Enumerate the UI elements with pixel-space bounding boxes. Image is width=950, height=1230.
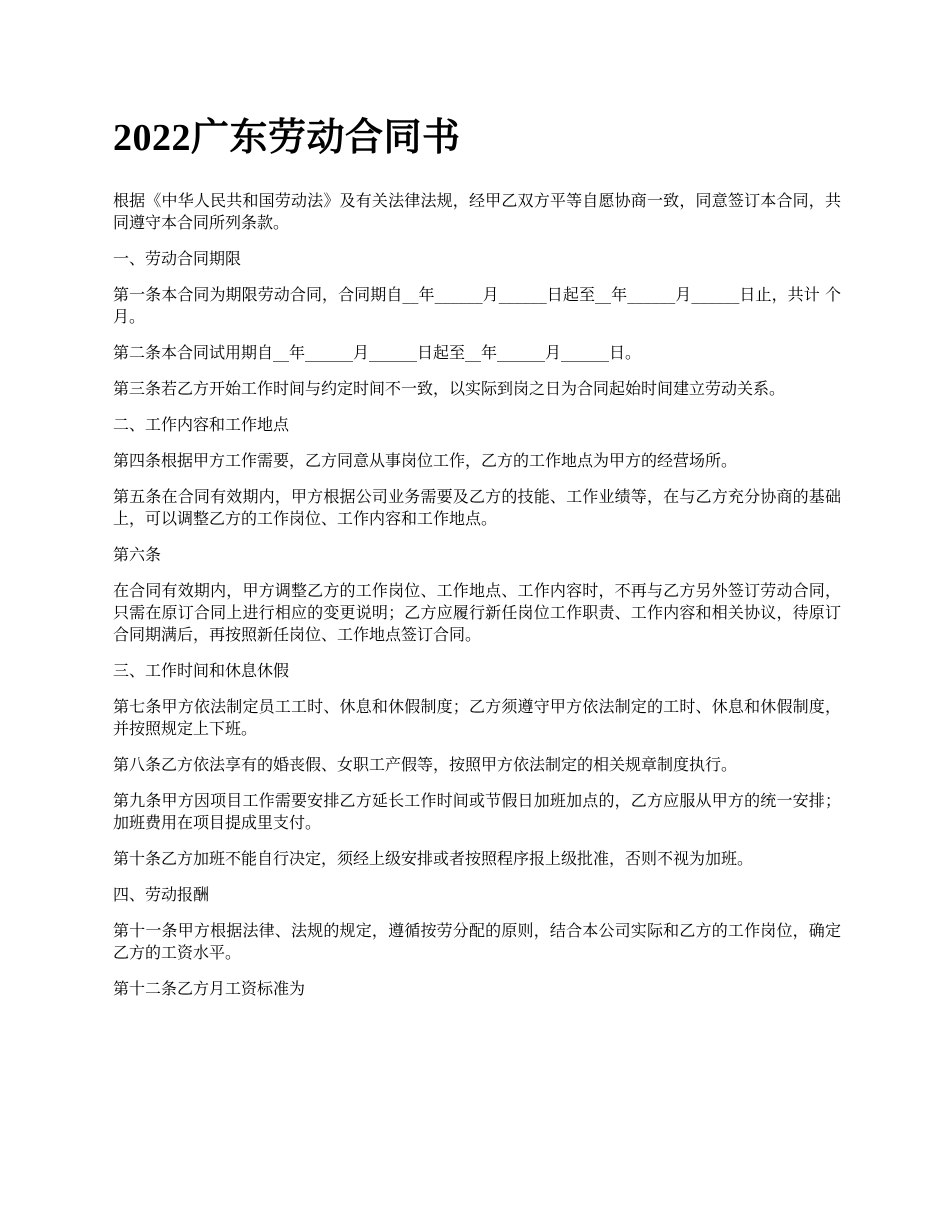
- article-10: 第十条乙方加班不能自行决定，须经上级安排或者按照程序报上级批准，否则不视为加班。: [113, 849, 754, 868]
- article-6-body: 在合同有效期内，甲方调整乙方的工作岗位、工作地点、工作内容时，不再与乙方另外签订劳动合同，只需在原订合同上进行相应的变更说明；乙方应履行新任岗位工作职责、工作内容和相关协议，待原订合同期满后，再按照新任岗位、工作地点签订合同。: [113, 581, 841, 644]
- article-4: 第四条根据甲方工作需要，乙方同意从事岗位工作，乙方的工作地点为甲方的经营场所。: [113, 451, 738, 470]
- article-7: 第七条甲方依法制定员工工时、休息和休假制度；乙方须遵守甲方依法制定的工时、休息和休假制度，并按照规定上下班。: [113, 697, 841, 738]
- article-6-heading: 第六条: [113, 545, 162, 564]
- article-1: 第一条本合同为期限劳动合同，合同期自__年______月______日起至__年______月______日止，共计 个月。: [113, 285, 841, 326]
- article-3: 第三条若乙方开始工作时间与约定时间不一致，以实际到岗之日为合同起始时间建立劳动关系。: [113, 379, 786, 398]
- document-page: [113, 112, 841, 1014]
- article-12: 第十二条乙方月工资标准为: [113, 979, 306, 998]
- article-9: 第九条甲方因项目工作需要安排乙方延长工作时间或节假日加班加点的，乙方应服从甲方的统一安排；加班费用在项目提成里支付。: [113, 791, 841, 832]
- section-heading-work-hours: 三、工作时间和休息休假: [113, 661, 290, 680]
- paragraph-intro: 根据《中华人民共和国劳动法》及有关法律法规，经甲乙双方平等自愿协商一致，同意签订本合同，共同遵守本合同所列条款。: [113, 191, 841, 232]
- section-heading-work-content: 二、工作内容和工作地点: [113, 415, 290, 434]
- article-8: 第八条乙方依法享有的婚丧假、女职工产假等，按照甲方依法制定的相关规章制度执行。: [113, 755, 738, 774]
- document-title: 2022广东劳动合同书: [113, 117, 461, 159]
- article-5: 第五条在合同有效期内，甲方根据公司业务需要及乙方的技能、工作业绩等，在与乙方充分协商的基础上，可以调整乙方的工作岗位、工作内容和工作地点。: [113, 487, 841, 528]
- section-heading-contract-term: 一、劳动合同期限: [113, 249, 242, 268]
- article-2: 第二条本合同试用期自__年______月______日起至__年______月______日。: [113, 343, 642, 362]
- section-heading-remuneration: 四、劳动报酬: [113, 885, 210, 904]
- article-11: 第十一条甲方根据法律、法规的规定，遵循按劳分配的原则，结合本公司实际和乙方的工作岗位，确定乙方的工资水平。: [113, 921, 841, 962]
